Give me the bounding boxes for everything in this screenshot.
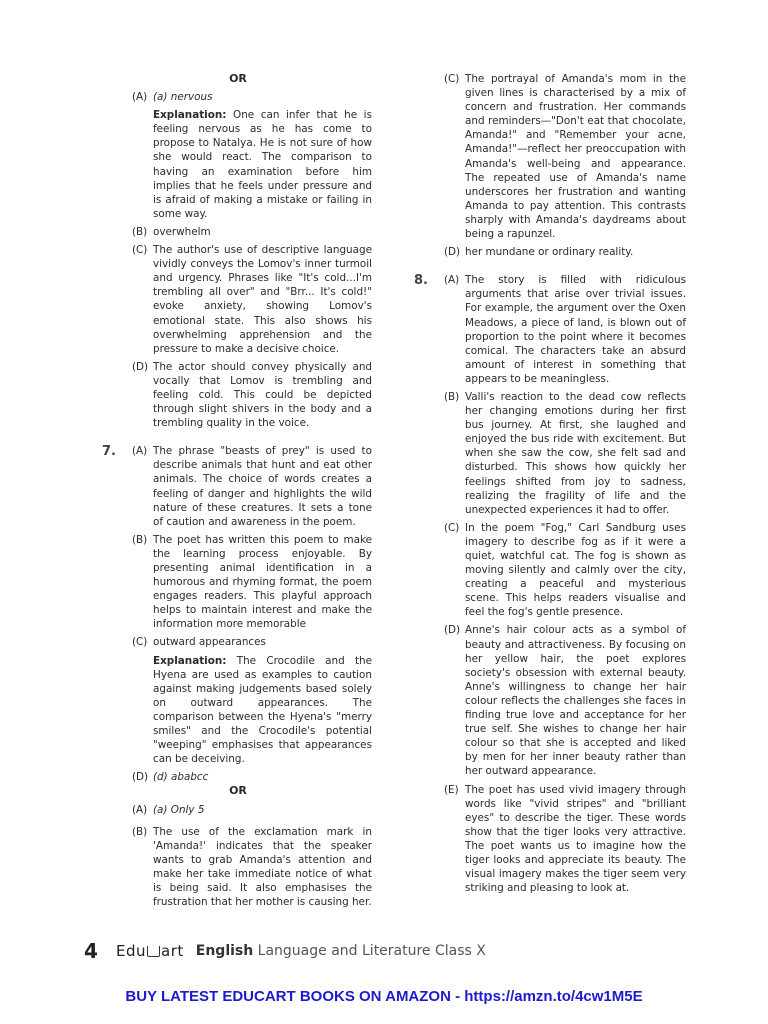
answer-b [104, 533, 372, 632]
explanation-text: The Crocodile and the Hyena are used as examples to caution against making judgements based solely on outward appearances. The comparison between the Hyena's "merry smiles" and the Crocodile's potential "weeping" emphasises that appearances can be deceiving. [153, 654, 372, 766]
answer-e [416, 783, 686, 896]
answer-c [104, 635, 372, 649]
question-7 [104, 444, 372, 909]
option-marker: (B) [132, 225, 148, 238]
explanation-label: Explanation: [153, 654, 227, 667]
option-marker: (E) [444, 783, 459, 796]
answer-d [416, 245, 686, 259]
option-marker: (D) [444, 246, 461, 259]
answer-b [104, 225, 372, 239]
answer-text: The actor should convey physically and vocally that Lomov is trembling and feeling cold. This could be depicted through slight shivers in the body and a trembling quality in the voice. [153, 360, 372, 430]
logo-text-right: art [161, 942, 184, 960]
option-marker: (B) [132, 825, 148, 838]
option-marker: (A) [132, 445, 148, 458]
option-marker: (B) [444, 390, 460, 403]
explanation-label: Explanation: [153, 109, 227, 122]
logo-text-left: Edu [116, 942, 147, 960]
answer-text: (d) ababcc [153, 771, 209, 784]
option-marker: (D) [132, 771, 149, 784]
answer-text: The use of the exclamation mark in 'Amanda!' indicates that the speaker wants to grab Amanda's attention and make her take immediate notice of what is being said. It also emphasises the frustration that her mother is causing her. [153, 825, 372, 909]
answer-text: (a) nervous [153, 91, 213, 104]
promo-banner-link[interactable]: BUY LATEST EDUCART BOOKS ON AMAZON - https://amzn.to/4cw1M5E [125, 988, 643, 1005]
answer-a [416, 273, 686, 386]
option-marker: (C) [132, 636, 148, 649]
option-marker: (A) [132, 803, 148, 816]
answer-text: Valli's reaction to the dead cow reflects her changing emotions during her first bus journey. At first, she laughed and enjoyed the bus ride with excitement. But when she saw the cow, she felt sad and disturbed. This shows how quickly her feelings shifted from joy to sadness, realizing the fragility of life and the unexpected experiences it had to offer. [465, 390, 686, 516]
option-marker: (D) [132, 360, 149, 373]
answer-d [416, 623, 686, 778]
book-title-rest: Language and Literature [253, 943, 435, 959]
question-8 [416, 273, 686, 895]
answer-text: The phrase "beasts of prey" is used to describe animals that hunt and eat other animals. The choice of words creates a feeling of danger and highlights the wild nature of these creatures. It sets a tone of caution and awareness in the poem. [153, 445, 372, 528]
left-column [104, 72, 372, 913]
answer-text: The poet has used vivid imagery through words like "vivid stripes" and "brilliant eyes" to describe the tiger. These words show that the tiger looks very attractive. The poet wants us to imagine how the tiger looks and appreciate its beauty. The visual imagery makes the tiger seem very striking and pleasing to look at. [465, 783, 686, 895]
explanation [104, 654, 372, 767]
answer-a [104, 90, 372, 104]
option-marker: (A) [444, 274, 460, 287]
answer-b [416, 390, 686, 517]
answer-text: The poet has written this poem to make the learning process enjoyable. By presenting animal identification in a humorous and rhyming format, the poem engages readers. This playful approach helps to maintain interest and make the information more memorable [153, 533, 372, 631]
question-number: 7. [102, 444, 116, 460]
answer-a [104, 444, 372, 529]
answer-text: The portrayal of Amanda's mom in the given lines is characterised by a mix of concern and frustration. Her commands and reminders—"Don't eat that chocolate, Amanda!" and "Remember your acne, Amanda!"—reflect her preoccupation with Amanda's well-being and appearance. The repeated use of Amanda's name underscores her frustration and wanting Amanda to pay attention. This contrasts sharply with Amanda's daydreams about being a rapunzel. [465, 73, 686, 241]
answer-text: In the poem "Fog," Carl Sandburg uses imagery to describe fog as if it were a quiet, watchful cat. The fog is shown as moving silently and calmly over the city, creating a peaceful and mysterious scene. This helps readers visualise and feel the fog's gentle presence. [465, 521, 686, 619]
answer-text: outward appearances [153, 636, 266, 649]
book-title [196, 943, 486, 959]
answer-text: The author's use of descriptive language vividly conveys the Lomov's inner turmoil and urgency. Phrases like "It's cold...I'm trembling all over" and "Brr... It's cold!" evoke anxiety, showing Lomov's emotional state. This also shows his overwhelming apprehension and the pressure to make a decisive choice. [153, 244, 372, 355]
explanation [104, 108, 372, 221]
answer-c [104, 243, 372, 356]
option-marker: (D) [444, 624, 461, 637]
answer-text: overwhelm [153, 225, 211, 238]
or-divider: OR [229, 72, 247, 85]
answer-text: (a) Only 5 [153, 803, 205, 816]
cart-icon [147, 946, 160, 957]
answer-b-alt [104, 825, 372, 910]
book-title-bold: English [195, 943, 254, 959]
option-marker: (C) [444, 521, 460, 534]
explanation-text: One can infer that he is feeling nervous as he has come to propose to Natalya. He is not sure of how she would react. The comparison to having an examination before him implies that he feels under pressure and is afraid of making a mistake or failing in some way. [153, 109, 372, 220]
educart-logo [116, 942, 184, 960]
option-marker: (C) [132, 244, 148, 257]
option-marker: (C) [444, 73, 460, 85]
right-column [416, 72, 686, 899]
class-label: Class X [435, 943, 486, 959]
answer-text: The story is filled with ridiculous arguments that arise over trivial issues. For example, the argument over the Oxen Meadows, a piece of land, is blown out of proportion to the point where it becomes comical. The characters take an absurd amount of interest in something that appears to be meaningless. [465, 274, 686, 385]
answer-c [416, 521, 686, 620]
answer-text: her mundane or ordinary reality. [465, 246, 634, 259]
answer-d [104, 360, 372, 430]
option-marker: (B) [132, 533, 148, 546]
answer-text: Anne's hair colour acts as a symbol of beauty and attractiveness. By focusing on her yellow hair, the poet explores society's obsession with external beauty. Anne's willingness to change her hair colour reflects the challenges she faces in finding true love and acceptance for her true self. She wishes to change her hair colour so that she is accepted and liked by men for her inner beauty rather than her outward appearance. [465, 624, 686, 778]
answer-d [104, 770, 372, 784]
answer-c [416, 72, 686, 241]
page-number: 4 [84, 939, 98, 963]
question-number: 8. [414, 273, 428, 289]
page-footer [84, 938, 724, 964]
or-divider: OR [229, 784, 247, 798]
answer-a-alt [104, 803, 372, 817]
option-marker: (A) [132, 91, 148, 104]
